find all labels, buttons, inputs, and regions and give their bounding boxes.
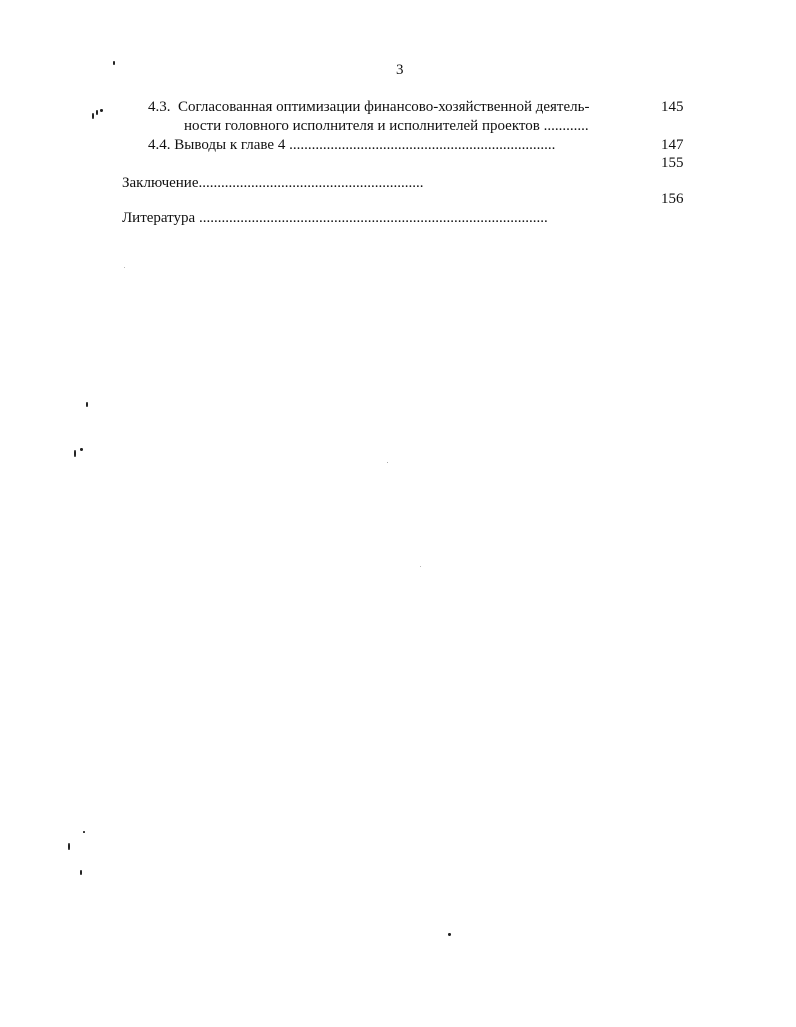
toc-conclusion: Заключение............................................................ (122, 175, 424, 191)
scan-speck (80, 870, 82, 875)
scan-speck (83, 831, 85, 833)
scan-speck (124, 267, 125, 268)
scan-speck (420, 566, 421, 567)
toc-entry-4-4-page: 147 (661, 137, 684, 153)
toc-entry-4-3-title-line2: ности головного исполнителя и исполнителей проектов ............ (184, 118, 589, 134)
page-number: 3 (396, 62, 404, 78)
toc-references-page: 156 (661, 191, 684, 207)
scan-speck (113, 61, 115, 65)
scan-speck (96, 110, 98, 115)
toc-references: Литература ............................................................................................. (122, 210, 548, 226)
toc-entry-4-3-number: 4.3. (148, 99, 171, 115)
toc-entry-4-3-page: 145 (661, 99, 684, 115)
scan-speck (86, 402, 88, 407)
scan-speck (92, 113, 94, 119)
toc-entry-4-4: 4.4. Выводы к главе 4 ....................................................................... (148, 137, 556, 153)
scan-speck (448, 933, 451, 936)
scan-speck (80, 448, 83, 451)
scan-speck (100, 109, 103, 112)
toc-entry-4-3-line1 (148, 98, 589, 116)
scan-speck (74, 450, 76, 457)
toc-conclusion-page: 155 (661, 155, 684, 171)
scan-speck (387, 462, 388, 463)
scan-speck (68, 843, 70, 850)
toc-entry-4-3-title-line1: Согласованная оптимизации финансово-хозяйственной деятель- (178, 99, 590, 115)
